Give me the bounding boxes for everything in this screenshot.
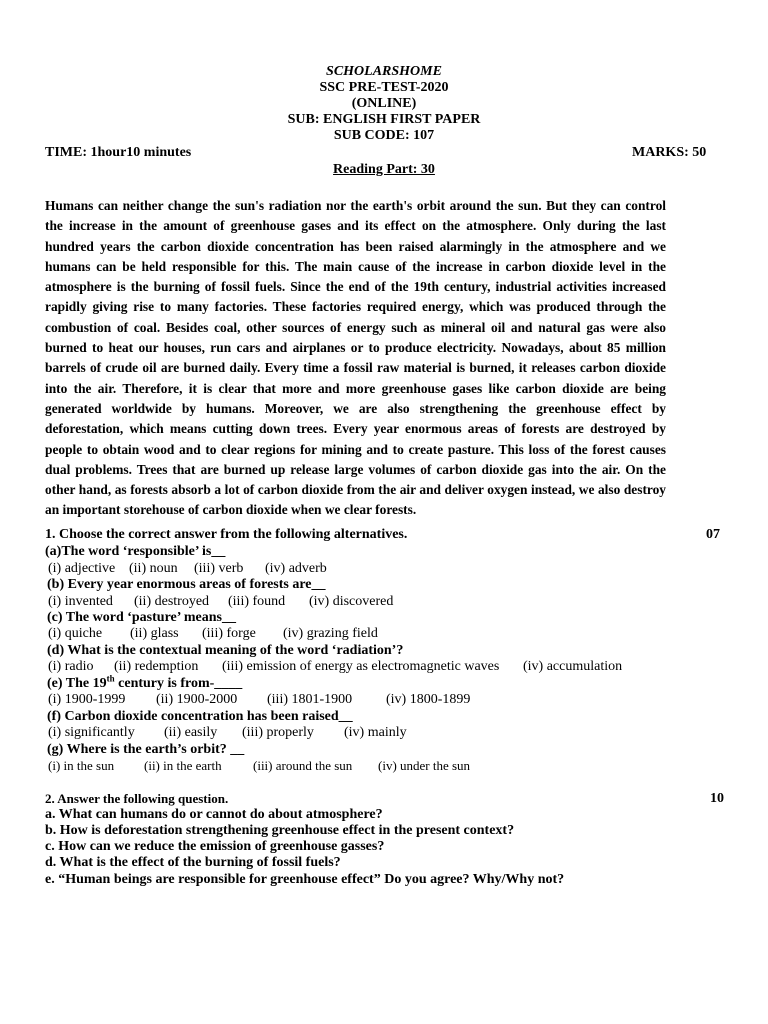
time-label: TIME: 1hour10 minutes (45, 145, 192, 160)
option: (iv) accumulation (523, 659, 623, 674)
option: (iii) around the sun (253, 758, 353, 773)
option: (ii) 1900-2000 (156, 692, 238, 707)
q1-item-e-text: (e) The 19 (47, 676, 107, 691)
option: (iii) found (228, 594, 286, 609)
q1-item-g: (g) Where is the earth’s orbit? __ (47, 742, 245, 757)
option: (iv) adverb (265, 561, 327, 576)
q2-item-b: b. How is deforestation strengthening greenhouse effect in the present context? (45, 823, 515, 838)
q2-item-e: e. “Human beings are responsible for greenhouse effect” Do you agree? Why/Why not? (45, 872, 565, 887)
option: (iv) discovered (309, 594, 394, 609)
q2-item-a: a. What can humans do or cannot do about atmosphere? (45, 807, 383, 822)
q1-item-a: (a)The word ‘responsible’ is__ (45, 544, 226, 559)
q1-item-d: (d) What is the contextual meaning of the word ‘radiation’? (47, 643, 404, 658)
reading-passage: Humans can neither change the sun's radiation nor the earth's orbit around the sun. But they can control the increase in the amount of greenhouse gases and its effect on the atmosphere. Only during the last hundred years the carbon dioxide concentration has been raised alarmingly in the atmosphere and we humans can be held responsible for this. The main cause of the increase in carbon dioxide level in the atmosphere is the burning of fossil fuels. Since the end of the 19th century, industrial activities increased rapidly giving rise to many factories. These factories required energy, which was produced through the combustion of coal. Besides coal, other sources of energy such as mineral oil and natural gas were also burned to heat our houses, run cars and airplanes or to produce electricity. Nowadays, about 85 million barrels of crude oil are burned daily. Every time a fossil raw material is burned, it releases carbon dioxide into the air. Therefore, it is clear that more and more greenhouse gases like carbon dioxide are being generated worldwide by humans. Moreover, we are also strengthening the greenhouse effect by deforestation, which means cutting down trees. Every year enormous areas of forests are destroyed by people to obtain wood and to clear regions for mining and to create pasture. This loss of the forest causes dual problems. Trees that are burned up release large volumes of carbon dioxide gas into the air. On the other hand, as forests absorb a lot of carbon dioxide from the air and deliver oxygen instead, we also destroy an important storehouse of carbon dioxide when we clear forests. (45, 198, 666, 518)
subject-line: SUB: ENGLISH FIRST PAPER (287, 112, 481, 127)
q2-item-c: c. How can we reduce the emission of greenhouse gasses? (45, 839, 385, 854)
option: (iv) under the sun (378, 758, 471, 773)
option: (iv) 1800-1899 (386, 692, 471, 707)
q1-item-c: (c) The word ‘pasture’ means__ (47, 610, 236, 625)
option: (ii) easily (164, 725, 218, 740)
option: (ii) noun (129, 561, 178, 576)
option: (iii) forge (202, 626, 256, 641)
q2-title: 2. Answer the following question. (45, 791, 229, 806)
option: (ii) in the earth (144, 758, 222, 773)
q1-item-f: (f) Carbon dioxide concentration has been raised__ (47, 709, 353, 724)
option: (iv) mainly (344, 725, 407, 740)
option: (iii) verb (194, 561, 244, 576)
option: (i) significantly (48, 725, 135, 740)
q2-marks: 10 (710, 791, 724, 806)
option: (i) invented (48, 594, 113, 609)
option: (ii) destroyed (134, 594, 210, 609)
q1-title: 1. Choose the correct answer from the following alternatives. (45, 527, 408, 542)
q1-item-e-superscript: th (106, 673, 115, 684)
section-title: Reading Part: 30 (333, 162, 435, 177)
exam-title: SSC PRE-TEST-2020 (319, 80, 449, 95)
q2-item-d: d. What is the effect of the burning of fossil fuels? (45, 855, 341, 870)
option: (ii) redemption (114, 659, 199, 674)
option: (i) quiche (48, 626, 103, 641)
option: (iii) 1801-1900 (267, 692, 353, 707)
q1-marks: 07 (706, 527, 720, 542)
option: (i) 1900-1999 (48, 692, 126, 707)
option: (iii) properly (242, 725, 314, 740)
q1-item-e (47, 673, 243, 692)
option: (i) radio (48, 659, 94, 674)
option: (ii) glass (130, 626, 179, 641)
option: (i) adjective (48, 561, 116, 576)
subject-code: SUB CODE: 107 (333, 128, 435, 143)
org-name: SCHOLARSHOME (326, 64, 442, 79)
option: (i) in the sun (48, 758, 115, 773)
q1-item-e-text-end: century is from-____ (114, 676, 243, 691)
q1-item-b: (b) Every year enormous areas of forests are__ (47, 577, 326, 592)
option: (iii) emission of energy as electromagnetic waves (222, 659, 500, 674)
exam-mode: (ONLINE) (351, 96, 417, 111)
option: (iv) grazing field (283, 626, 378, 641)
marks-label: MARKS: 50 (632, 145, 707, 160)
